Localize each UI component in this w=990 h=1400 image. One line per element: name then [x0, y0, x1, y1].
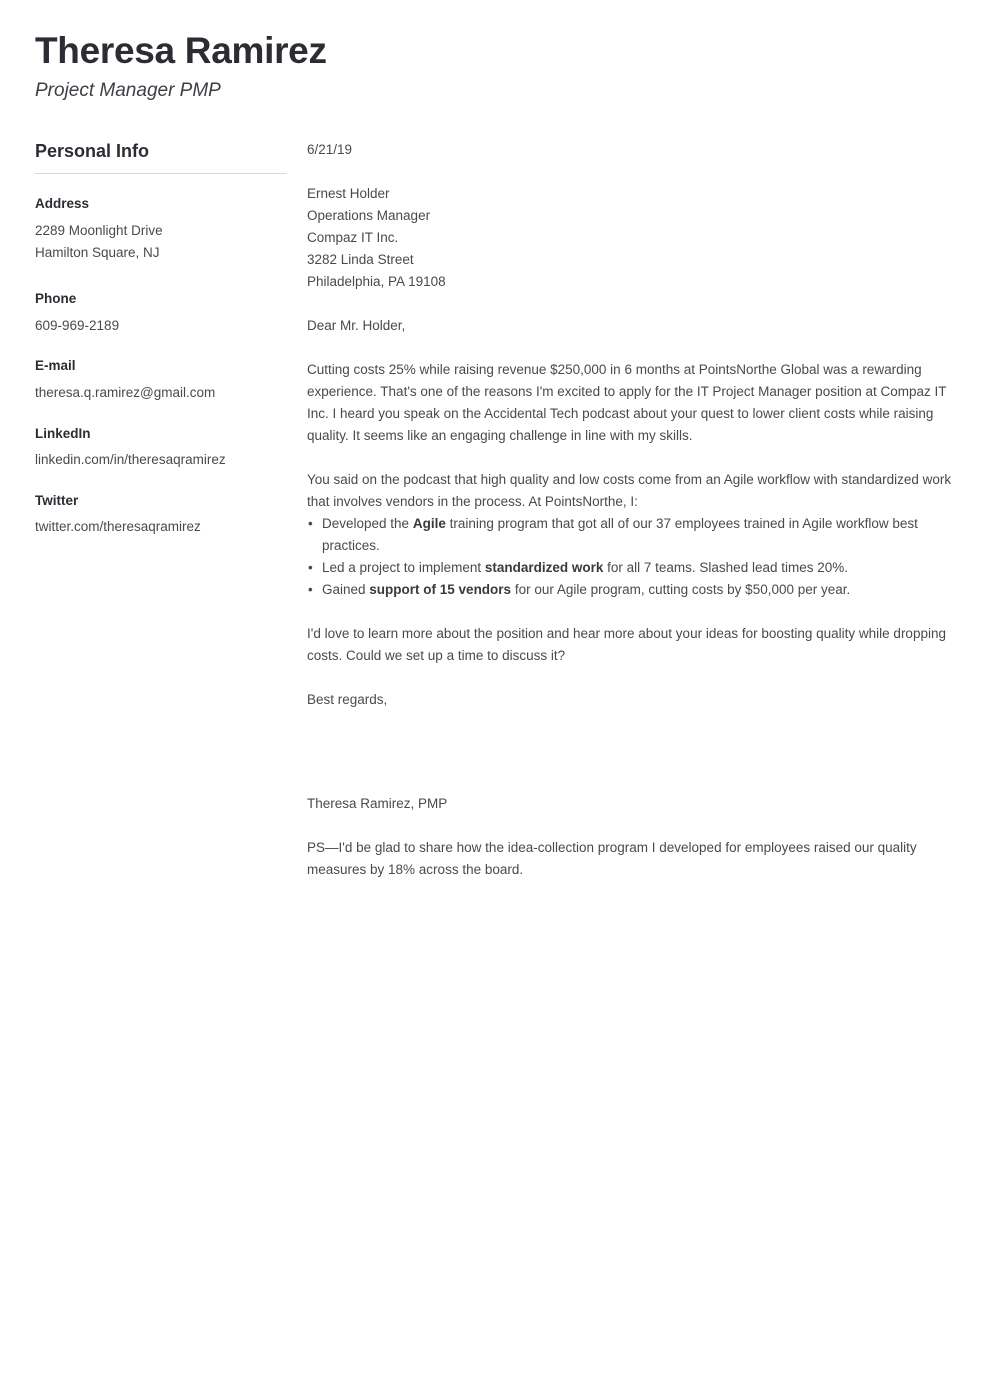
info-label-phone: Phone: [35, 291, 77, 307]
bullet-text-before: Led a project to implement: [322, 560, 485, 575]
list-item: [307, 579, 957, 601]
info-block-email: [35, 356, 287, 403]
signature-space: [307, 733, 957, 793]
letter-header: [35, 30, 935, 104]
info-block-address: [35, 194, 287, 263]
body-paragraph-1: Cutting costs 25% while raising revenue $250,000 in 6 months at PointsNorthe Global was a rewarding experience. That's one of the reasons I'm excited to apply for the IT Project Manager position at Compaz IT Inc. I heard you speak on the Accidental Tech podcast about your quest to lower client costs while raising quality. It seems like an engaging challenge in line with my skills.: [307, 362, 947, 443]
postscript: PS—I'd be glad to share how the idea-collection program I developed for employees raised our quality measures by 18% across the board.: [307, 840, 917, 877]
bullet-text-after: for all 7 teams. Slashed lead times 20%.: [603, 560, 848, 575]
info-label-linkedin: LinkedIn: [35, 425, 91, 441]
body-paragraph-2: You said on the podcast that high quality and low costs come from an Agile workflow with standardized work that involves vendors in the process. At PointsNorthe, I:: [307, 472, 952, 509]
info-label-address: Address: [35, 196, 90, 212]
list-item: [307, 557, 957, 579]
recipient-street: 3282 Linda Street: [307, 252, 414, 267]
signature-name: Theresa Ramirez, PMP: [307, 796, 448, 811]
info-block-phone: [35, 289, 287, 336]
letter-body: [307, 139, 957, 903]
body-paragraph-3: I'd love to learn more about the position and hear more about your ideas for boosting quality while dropping costs. Could we set up a time to discuss it?: [307, 626, 946, 663]
info-value-email[interactable]: theresa.q.ramirez@gmail.com: [35, 384, 216, 400]
bullet-text-before: Developed the: [322, 516, 413, 531]
recipient-job-title: Operations Manager: [307, 208, 431, 223]
letter-date: 6/21/19: [307, 142, 353, 157]
info-block-linkedin: [35, 424, 287, 471]
personal-info-sidebar: [35, 140, 287, 538]
info-value-address-line1: 2289 Moonlight Drive: [35, 222, 163, 238]
achievement-bullet-list: [307, 513, 957, 601]
info-label-email: E-mail: [35, 358, 76, 374]
recipient-city-state-zip: Philadelphia, PA 19108: [307, 274, 446, 289]
bullet-text-before: Gained: [322, 582, 370, 597]
sidebar-heading: Personal Info: [35, 141, 150, 161]
info-label-twitter: Twitter: [35, 492, 79, 508]
list-item: [307, 513, 957, 557]
bullet-text-bold: support of 15 vendors: [369, 582, 512, 597]
candidate-name: Theresa Ramirez: [35, 30, 327, 71]
recipient-name: Ernest Holder: [307, 186, 390, 201]
info-value-phone: 609-969-2189: [35, 317, 120, 333]
bullet-text-after: training program that got all of our 37 employees trained in Agile workflow best practices.: [322, 516, 918, 553]
bullet-text-bold: standardized work: [484, 560, 604, 575]
sidebar-divider: [35, 173, 287, 174]
recipient-address-block: [307, 183, 957, 293]
salutation: Dear Mr. Holder,: [307, 318, 406, 333]
bullet-text-bold: Agile: [412, 516, 446, 531]
recipient-company: Compaz IT Inc.: [307, 230, 399, 245]
info-value-address-line2: Hamilton Square, NJ: [35, 244, 160, 260]
closing-line: Best regards,: [307, 692, 388, 707]
info-value-twitter[interactable]: twitter.com/theresaqramirez: [35, 518, 201, 534]
info-value-linkedin[interactable]: linkedin.com/in/theresaqramirez: [35, 451, 226, 467]
candidate-job-title: Project Manager PMP: [35, 80, 221, 102]
info-block-twitter: [35, 491, 287, 538]
bullet-text-after: for our Agile program, cutting costs by $50,000 per year.: [511, 582, 851, 597]
